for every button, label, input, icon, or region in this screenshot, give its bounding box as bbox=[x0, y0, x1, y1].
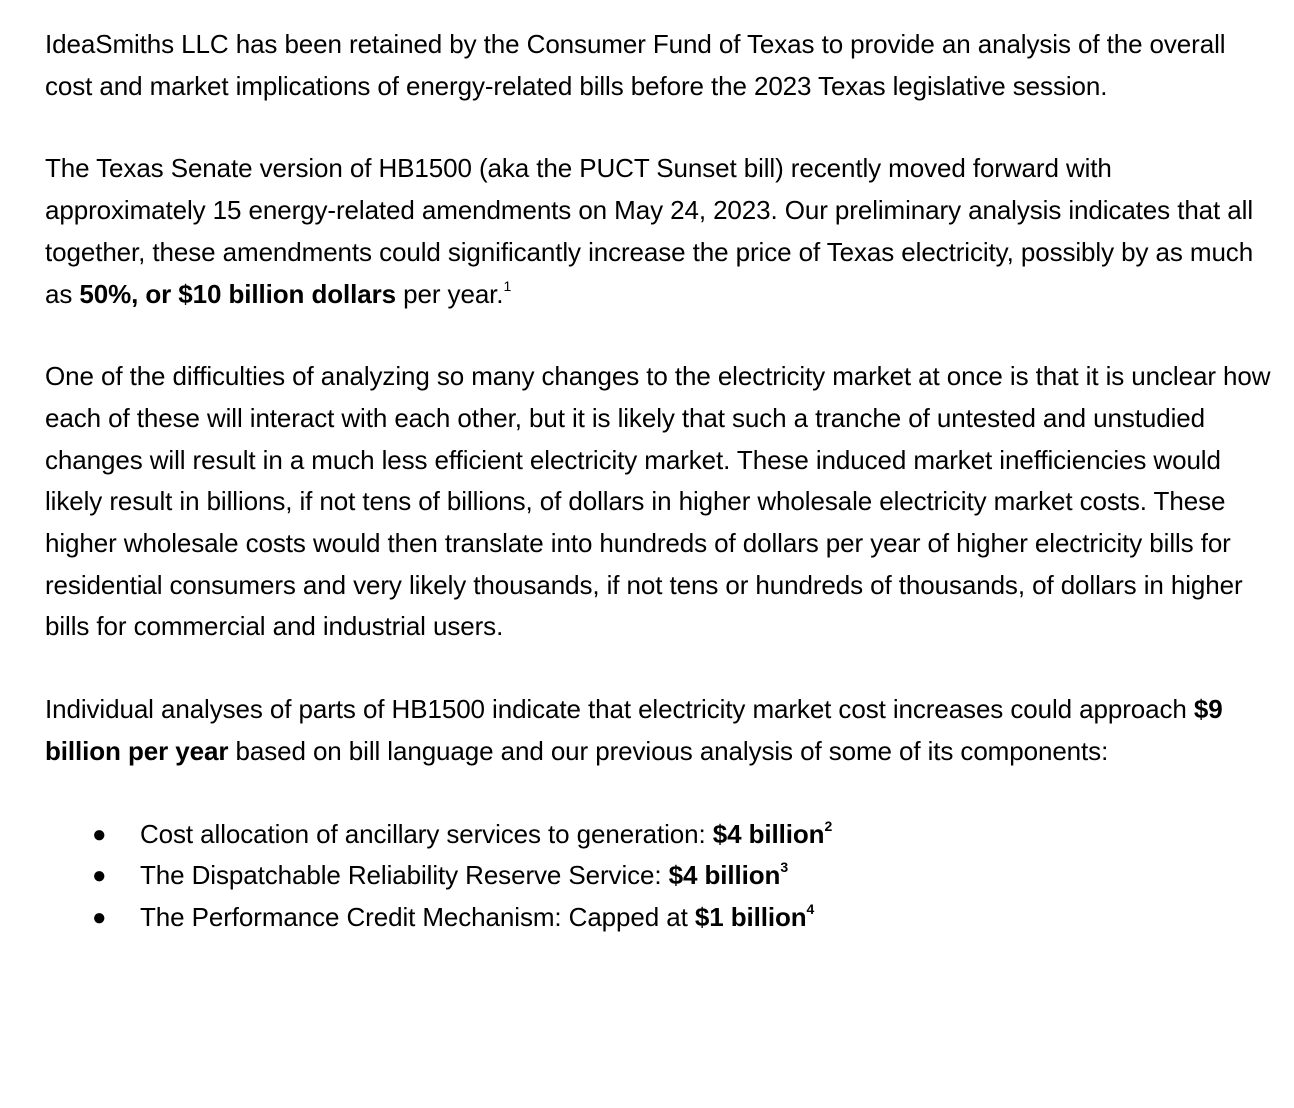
list-item-ancillary-services bbox=[45, 814, 1274, 856]
difficulties-paragraph bbox=[45, 356, 1274, 648]
bullet-icon: ● bbox=[92, 903, 107, 931]
intro-paragraph bbox=[45, 24, 1274, 107]
list-item-label: The Dispatchable Reliability Reserve Service: bbox=[140, 860, 669, 891]
nine-billion-highlight: $9 billion per year bbox=[45, 694, 1223, 766]
difficulties-text: One of the difficulties of analyzing so many changes to the electricity market at once is that it is unclear how each of these will interact with each other, but it is likely that such a tranche of untested and unstudied changes will result in a much less efficient electricity market. These induced market inefficiencies would likely result in billions, if not tens of billions, of dollars in higher wholesale electricity market costs. These higher wholesale costs would then translate into hundreds of dollars per year of higher electricity bills for residential consumers and very likely thousands, if not tens or hundreds of thousands, of dollars in higher bills for commercial and industrial users. bbox=[45, 361, 1271, 642]
footnote-ref-3[interactable]: 3 bbox=[780, 859, 789, 876]
bullet-icon: ● bbox=[92, 862, 107, 890]
bullet-icon: ● bbox=[92, 820, 107, 848]
list-item-amount: $4 billion bbox=[668, 860, 781, 891]
list-item-label: The Performance Credit Mechanism: Capped at bbox=[140, 901, 695, 932]
footnote-ref-2[interactable]: 2 bbox=[824, 817, 833, 834]
cost-increase-highlight: 50%, or $10 billion dollars bbox=[79, 278, 397, 309]
individual-analyses-paragraph bbox=[45, 689, 1274, 772]
hb1500-text: The Texas Senate version of HB1500 (aka the PUCT Sunset bill) recently moved forward with approximately 15 energy-related amendments on May 24, 2023. Our preliminary analysis indicates that all together, these amendments could significantly increase the price of Texas electricity, possibly by as much as bbox=[45, 153, 1254, 309]
footnote-ref-4[interactable]: 4 bbox=[806, 900, 815, 917]
list-item-label: Cost allocation of ancillary services to generation: bbox=[140, 818, 713, 849]
hb1500-paragraph bbox=[45, 148, 1274, 315]
analyses-text: Individual analyses of parts of HB1500 indicate that electricity market cost increases could approach bbox=[45, 694, 1194, 725]
list-item-drrs bbox=[45, 855, 1274, 897]
footnote-ref-1[interactable]: 1 bbox=[503, 277, 512, 294]
list-item-amount: $1 billion bbox=[694, 901, 807, 932]
intro-text: IdeaSmiths LLC has been retained by the Consumer Fund of Texas to provide an analysis of the overall cost and market implications of energy-related bills before the 2023 Texas legislative session. bbox=[45, 29, 1226, 101]
cost-components-list bbox=[45, 814, 1274, 939]
list-item-amount: $4 billion bbox=[712, 818, 825, 849]
list-item-performance-credit bbox=[45, 897, 1274, 939]
hb1500-text-end: per year. bbox=[396, 278, 504, 309]
analyses-text-end: based on bill language and our previous analysis of some of its components: bbox=[228, 735, 1109, 766]
